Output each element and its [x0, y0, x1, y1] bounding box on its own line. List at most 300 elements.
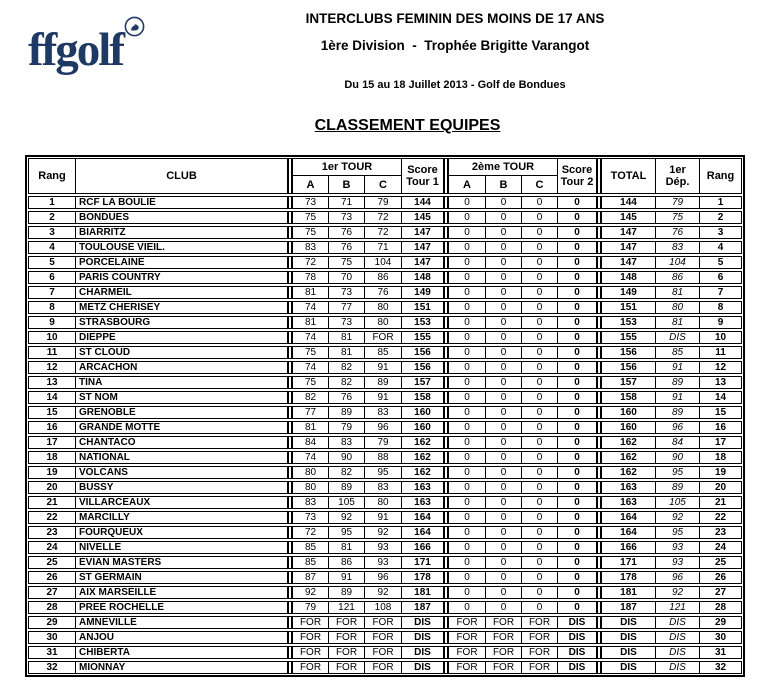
tour2-b-cell: 0 — [486, 362, 522, 373]
tour1-a-cell: FOR — [293, 617, 329, 628]
rank-right-cell: 19 — [714, 467, 727, 478]
club-cell: TOULOUSE VIEIL. — [79, 242, 165, 253]
club-cell: CHIBERTA — [79, 647, 130, 658]
table-row — [28, 211, 742, 224]
score-tour2-cell: 0 — [574, 362, 580, 373]
tour2-b-cell: FOR — [486, 662, 522, 673]
tour2-a-cell: 0 — [449, 512, 486, 523]
tour2-b-cell: 0 — [486, 302, 522, 313]
tour2-a-cell: 0 — [449, 437, 486, 448]
score-tour1-cell: 155 — [414, 332, 431, 343]
score-tour2-cell: 0 — [574, 467, 580, 478]
tour1-c-cell: 83 — [365, 407, 402, 418]
tour2-c-cell: 0 — [522, 527, 558, 538]
rank-right-cell: 13 — [714, 377, 727, 388]
document-header — [0, 0, 770, 96]
tour2-a-cell: 0 — [449, 482, 486, 493]
tour1-b-cell: 90 — [329, 452, 365, 463]
tour1-c-cell: 76 — [365, 287, 402, 298]
table-row — [28, 421, 742, 434]
rank-right-cell: 23 — [714, 527, 727, 538]
total-cell: 163 — [602, 482, 656, 493]
header-score-tour2-line1: Score — [561, 164, 593, 176]
tour2-a-cell: 0 — [449, 392, 486, 403]
tour1-c-cell: 79 — [365, 197, 402, 208]
club-cell: ST GERMAIN — [79, 572, 142, 583]
table-row — [28, 226, 742, 239]
tour2-a-cell: 0 — [449, 302, 486, 313]
tour1-c-cell: FOR — [365, 647, 402, 658]
tour2-c-cell: 0 — [522, 332, 558, 343]
table-row — [28, 541, 742, 554]
header-total: TOTAL — [602, 159, 656, 193]
score-tour2-cell: 0 — [574, 572, 580, 583]
score-tour1-cell: 181 — [414, 587, 431, 598]
club-cell: BIARRITZ — [79, 227, 126, 238]
tour2-c-cell: 0 — [522, 542, 558, 553]
tour1-b-cell: 89 — [329, 482, 365, 493]
first-dep-cell: 85 — [656, 347, 700, 358]
first-dep-cell: 90 — [656, 452, 700, 463]
rank-cell: 8 — [29, 302, 76, 313]
score-tour1-cell: 163 — [414, 497, 431, 508]
score-tour1-cell: 158 — [414, 392, 431, 403]
score-tour2-cell: 0 — [574, 587, 580, 598]
total-cell: 162 — [602, 467, 656, 478]
rank-right-cell: 3 — [717, 227, 724, 238]
tour1-a-cell: 78 — [293, 272, 329, 283]
tour1-c-cell: 104 — [365, 257, 402, 268]
tour2-c-cell: 0 — [522, 257, 558, 268]
rank-right-cell: 20 — [714, 482, 727, 493]
score-tour1-cell: 171 — [414, 557, 431, 568]
header-rang-right: Rang — [706, 170, 735, 182]
rank-right-cell: 11 — [715, 347, 726, 358]
division-subtitle: 1ère Division - Trophée Brigitte Varangot — [320, 38, 590, 53]
tour1-a-cell: 79 — [293, 602, 329, 613]
header-rang-left: Rang — [29, 159, 76, 193]
first-dep-cell: 89 — [656, 407, 700, 418]
table-row — [28, 601, 742, 614]
tour2-b-cell: 0 — [486, 467, 522, 478]
tour2-a-cell: 0 — [449, 242, 486, 253]
tour2-b-cell: 0 — [486, 452, 522, 463]
rank-cell: 18 — [29, 452, 76, 463]
score-tour2-cell: DIS — [568, 617, 586, 628]
rank-cell: 26 — [29, 572, 76, 583]
tour2-c-cell: 0 — [522, 317, 558, 328]
first-dep-cell: 89 — [656, 482, 700, 493]
tour2-b-cell: 0 — [486, 407, 522, 418]
rank-cell: 31 — [29, 647, 76, 658]
tour1-c-cell: 95 — [365, 467, 402, 478]
score-tour1-cell: 162 — [414, 452, 431, 463]
score-tour1-cell: DIS — [414, 617, 431, 628]
tour2-c-cell: 0 — [522, 557, 558, 568]
tour1-c-cell: 79 — [365, 437, 402, 448]
tour1-c-cell: 91 — [365, 362, 402, 373]
tour2-a-cell: 0 — [449, 227, 486, 238]
total-cell: 156 — [602, 362, 656, 373]
tour2-c-cell: 0 — [522, 512, 558, 523]
tour2-a-cell: 0 — [449, 452, 486, 463]
first-dep-cell: 75 — [656, 212, 700, 223]
tour1-a-cell: 73 — [293, 512, 329, 523]
total-cell: 187 — [602, 602, 656, 613]
tour1-a-cell: 80 — [293, 467, 329, 478]
table-row — [28, 316, 742, 329]
total-cell: DIS — [602, 617, 656, 628]
tour1-c-cell: FOR — [365, 662, 402, 673]
first-dep-cell: 95 — [656, 467, 700, 478]
tour2-a-cell: 0 — [449, 197, 486, 208]
total-cell: 148 — [602, 272, 656, 283]
tour2-b-cell: 0 — [486, 257, 522, 268]
club-cell: GRANDE MOTTE — [79, 422, 161, 433]
score-tour2-cell: 0 — [574, 287, 580, 298]
tour1-b-cell: 70 — [329, 272, 365, 283]
club-cell: ST NOM — [79, 392, 118, 403]
tour1-b-cell: 86 — [329, 557, 365, 568]
header-first-dep-line1: 1er — [669, 164, 686, 176]
tour1-b-cell: 89 — [329, 407, 365, 418]
tour2-c-cell: 0 — [522, 392, 558, 403]
tour1-c-cell: 72 — [365, 227, 402, 238]
rank-cell: 17 — [29, 437, 76, 448]
tour2-b-cell: 0 — [486, 242, 522, 253]
score-tour2-cell: 0 — [574, 452, 580, 463]
rank-right-cell: 17 — [714, 437, 727, 448]
score-tour2-cell: 0 — [574, 332, 580, 343]
table-row — [28, 586, 742, 599]
score-tour1-cell: 147 — [414, 242, 431, 253]
tour1-b-cell: 82 — [329, 377, 365, 388]
tour2-a-cell: 0 — [449, 467, 486, 478]
tour2-a-cell: 0 — [449, 587, 486, 598]
tour2-c-cell: 0 — [522, 377, 558, 388]
score-tour1-cell: 147 — [414, 227, 431, 238]
tour1-b-cell: 89 — [329, 587, 365, 598]
tour1-a-cell: 73 — [293, 197, 329, 208]
score-tour1-cell: 187 — [414, 602, 431, 613]
total-cell: 144 — [602, 197, 656, 208]
total-cell: 162 — [602, 452, 656, 463]
tour1-a-cell: 75 — [293, 212, 329, 223]
first-dep-cell: 96 — [656, 572, 700, 583]
tour2-a-cell: 0 — [449, 257, 486, 268]
tour2-c-cell: FOR — [522, 632, 558, 643]
tour1-c-cell: 96 — [365, 572, 402, 583]
rank-cell: 6 — [29, 272, 76, 283]
header-score-tour1-line2: Tour 1 — [406, 176, 439, 188]
rank-cell: 5 — [29, 257, 76, 268]
score-tour2-cell: 0 — [574, 302, 580, 313]
tour1-c-cell: 89 — [365, 377, 402, 388]
tour2-c-cell: 0 — [522, 347, 558, 358]
tour1-b-cell: FOR — [329, 617, 365, 628]
tour1-b-cell: 81 — [329, 347, 365, 358]
total-cell: DIS — [602, 647, 656, 658]
total-cell: 153 — [602, 317, 656, 328]
table-row — [28, 406, 742, 419]
table-body — [28, 196, 742, 674]
header-score-tour1-line1: Score — [407, 164, 438, 176]
table-row — [28, 286, 742, 299]
rank-cell: 1 — [29, 197, 76, 208]
tour1-c-cell: 88 — [365, 452, 402, 463]
club-cell: AIX MARSEILLE — [79, 587, 157, 598]
rank-right-cell: 16 — [714, 422, 727, 433]
tour2-a-cell: 0 — [449, 407, 486, 418]
tour1-c-cell: 92 — [365, 527, 402, 538]
score-tour2-cell: 0 — [574, 347, 580, 358]
tour1-b-cell: 73 — [329, 212, 365, 223]
tour1-a-cell: FOR — [293, 647, 329, 658]
first-dep-cell: 81 — [656, 317, 700, 328]
total-cell: 147 — [602, 242, 656, 253]
tour2-b-cell: 0 — [486, 422, 522, 433]
tour2-b-cell: 0 — [486, 287, 522, 298]
header-first-dep-line2: Dép. — [665, 176, 690, 188]
first-dep-cell: 80 — [656, 302, 700, 313]
tour2-a-cell: FOR — [449, 632, 486, 643]
score-tour2-cell: 0 — [574, 602, 580, 613]
header-tour1-c: C — [365, 176, 402, 193]
score-tour1-cell: 145 — [414, 212, 431, 223]
rank-cell: 20 — [29, 482, 76, 493]
tour2-b-cell: 0 — [486, 542, 522, 553]
score-tour1-cell: 166 — [414, 542, 431, 553]
tour1-b-cell: 83 — [329, 437, 365, 448]
table-row — [28, 301, 742, 314]
tour2-a-cell: 0 — [449, 317, 486, 328]
tour2-b-cell: 0 — [486, 602, 522, 613]
rank-right-cell: 7 — [717, 287, 724, 298]
total-cell: 157 — [602, 377, 656, 388]
tour1-c-cell: 86 — [365, 272, 402, 283]
total-cell: 155 — [602, 332, 656, 343]
club-cell: ARCACHON — [79, 362, 138, 373]
total-cell: 160 — [602, 407, 656, 418]
rank-cell: 13 — [29, 377, 76, 388]
tour2-a-cell: 0 — [449, 542, 486, 553]
score-tour1-cell: DIS — [414, 662, 431, 673]
header-first-dep — [656, 159, 700, 193]
tour1-b-cell: 76 — [329, 227, 365, 238]
tour2-b-cell: FOR — [486, 632, 522, 643]
rank-cell: 4 — [29, 242, 76, 253]
tour2-b-cell: 0 — [486, 482, 522, 493]
header-tour1-group: 1er TOUR — [293, 159, 402, 176]
first-dep-cell: DIS — [656, 632, 700, 643]
score-tour1-cell: 162 — [414, 467, 431, 478]
rank-right-cell: 28 — [714, 602, 727, 613]
tour2-a-cell: 0 — [449, 377, 486, 388]
header-score-tour2 — [558, 159, 596, 193]
first-dep-cell: 79 — [656, 197, 700, 208]
rank-cell: 3 — [29, 227, 76, 238]
rank-cell: 21 — [29, 497, 76, 508]
score-tour1-cell: 151 — [414, 302, 431, 313]
total-cell: 160 — [602, 422, 656, 433]
club-cell: EVIAN MASTERS — [79, 557, 162, 568]
tour1-c-cell: 93 — [365, 557, 402, 568]
score-tour1-cell: 144 — [414, 197, 431, 208]
tour2-a-cell: 0 — [449, 347, 486, 358]
total-cell: 178 — [602, 572, 656, 583]
tour1-a-cell: 80 — [293, 482, 329, 493]
club-cell: VOLCANS — [79, 467, 128, 478]
tour1-b-cell: 82 — [329, 467, 365, 478]
rank-right-cell: 26 — [714, 572, 727, 583]
tour2-b-cell: 0 — [486, 437, 522, 448]
tour2-c-cell: FOR — [522, 662, 558, 673]
table-row — [28, 526, 742, 539]
score-tour1-cell: 148 — [414, 272, 431, 283]
table-row — [28, 376, 742, 389]
first-dep-cell: 84 — [656, 437, 700, 448]
tour2-c-cell: 0 — [522, 482, 558, 493]
first-dep-cell: 81 — [656, 287, 700, 298]
rank-right-cell: 14 — [714, 392, 727, 403]
tour2-b-cell: 0 — [486, 377, 522, 388]
tour2-b-cell: 0 — [486, 557, 522, 568]
club-cell: NIVELLE — [79, 542, 122, 553]
score-tour2-cell: 0 — [574, 542, 580, 553]
total-cell: 158 — [602, 392, 656, 403]
ffgolf-logo-text: ffgolf — [28, 24, 124, 76]
total-cell: 147 — [602, 257, 656, 268]
tour1-a-cell: 83 — [293, 497, 329, 508]
rank-cell: 22 — [29, 512, 76, 523]
tour1-a-cell: 74 — [293, 452, 329, 463]
tour1-b-cell: 81 — [329, 332, 365, 343]
tour2-b-cell: 0 — [486, 572, 522, 583]
tour1-a-cell: FOR — [293, 662, 329, 673]
rank-right-cell: 31 — [714, 647, 727, 658]
tour1-b-cell: 105 — [329, 497, 365, 508]
score-tour2-cell: 0 — [574, 257, 580, 268]
tour1-a-cell: 81 — [293, 422, 329, 433]
date-location: Du 15 au 18 Juillet 2013 - Golf de Bondues — [344, 79, 566, 91]
rank-right-cell: 22 — [714, 512, 727, 523]
score-tour1-cell: DIS — [414, 647, 431, 658]
tour2-b-cell: 0 — [486, 332, 522, 343]
score-tour1-cell: 153 — [414, 317, 431, 328]
club-cell: FOURQUEUX — [79, 527, 143, 538]
tour1-a-cell: 75 — [293, 227, 329, 238]
first-dep-cell: 104 — [656, 257, 700, 268]
tour1-c-cell: FOR — [365, 617, 402, 628]
table-row — [28, 571, 742, 584]
score-tour1-cell: 164 — [414, 512, 431, 523]
tour2-a-cell: FOR — [449, 647, 486, 658]
tour1-a-cell: 81 — [293, 317, 329, 328]
score-tour2-cell: 0 — [574, 197, 580, 208]
tour1-a-cell: 85 — [293, 542, 329, 553]
rank-cell: 15 — [29, 407, 76, 418]
ranking-table — [25, 155, 745, 677]
score-tour1-cell: 157 — [414, 377, 431, 388]
tour1-a-cell: FOR — [293, 632, 329, 643]
rank-right-cell: 10 — [714, 332, 727, 343]
tour2-c-cell: 0 — [522, 287, 558, 298]
tour1-b-cell: 75 — [329, 257, 365, 268]
tour1-c-cell: 80 — [365, 497, 402, 508]
rank-cell: 23 — [29, 527, 76, 538]
tour2-c-cell: 0 — [522, 497, 558, 508]
tour1-a-cell: 75 — [293, 377, 329, 388]
tour2-a-cell: 0 — [449, 212, 486, 223]
rooster-badge-icon — [124, 16, 145, 42]
club-cell: NATIONAL — [79, 452, 130, 463]
rank-right-cell: 21 — [714, 497, 727, 508]
tour2-a-cell: 0 — [449, 497, 486, 508]
score-tour2-cell: 0 — [574, 212, 580, 223]
tour1-a-cell: 74 — [293, 302, 329, 313]
score-tour1-cell: 160 — [414, 407, 431, 418]
header-tour2-group: 2ème TOUR — [449, 159, 558, 176]
tour2-c-cell: 0 — [522, 197, 558, 208]
first-dep-cell: DIS — [656, 617, 700, 628]
tour2-c-cell: 0 — [522, 272, 558, 283]
rank-cell: 30 — [29, 632, 76, 643]
tour1-b-cell: FOR — [329, 662, 365, 673]
tour1-b-cell: 92 — [329, 512, 365, 523]
score-tour2-cell: 0 — [574, 407, 580, 418]
rank-cell: 12 — [29, 362, 76, 373]
total-cell: 171 — [602, 557, 656, 568]
total-cell: 151 — [602, 302, 656, 313]
tour1-a-cell: 74 — [293, 332, 329, 343]
header-tour2-c: C — [522, 176, 558, 193]
title-block — [140, 0, 770, 91]
first-dep-cell: 92 — [656, 587, 700, 598]
tour1-b-cell: 71 — [329, 197, 365, 208]
tour2-a-cell: 0 — [449, 557, 486, 568]
rank-right-cell: 8 — [717, 302, 724, 313]
total-cell: DIS — [602, 662, 656, 673]
rank-cell: 25 — [29, 557, 76, 568]
tour1-a-cell: 72 — [293, 257, 329, 268]
rank-cell: 2 — [29, 212, 76, 223]
club-cell: GRENOBLE — [79, 407, 136, 418]
club-cell: DIEPPE — [79, 332, 116, 343]
tour1-a-cell: 83 — [293, 242, 329, 253]
tour2-a-cell: 0 — [449, 362, 486, 373]
club-cell: PARIS COUNTRY — [79, 272, 161, 283]
total-cell: 164 — [602, 512, 656, 523]
tour1-a-cell: 92 — [293, 587, 329, 598]
tour2-a-cell: 0 — [449, 572, 486, 583]
header-club: CLUB — [166, 170, 197, 182]
club-cell: PREE ROCHELLE — [79, 602, 165, 613]
score-tour1-cell: 162 — [414, 437, 431, 448]
tour1-b-cell: 77 — [329, 302, 365, 313]
rank-cell: 27 — [29, 587, 76, 598]
table-row — [28, 346, 742, 359]
first-dep-cell: 76 — [656, 227, 700, 238]
rank-right-cell: 24 — [714, 542, 727, 553]
tour1-c-cell: FOR — [365, 632, 402, 643]
tour2-b-cell: 0 — [486, 497, 522, 508]
tour2-a-cell: 0 — [449, 422, 486, 433]
club-cell: ST CLOUD — [79, 347, 131, 358]
tour2-b-cell: 0 — [486, 347, 522, 358]
total-cell: 147 — [602, 227, 656, 238]
rank-right-cell: 29 — [714, 617, 727, 628]
tour2-a-cell: 0 — [449, 602, 486, 613]
